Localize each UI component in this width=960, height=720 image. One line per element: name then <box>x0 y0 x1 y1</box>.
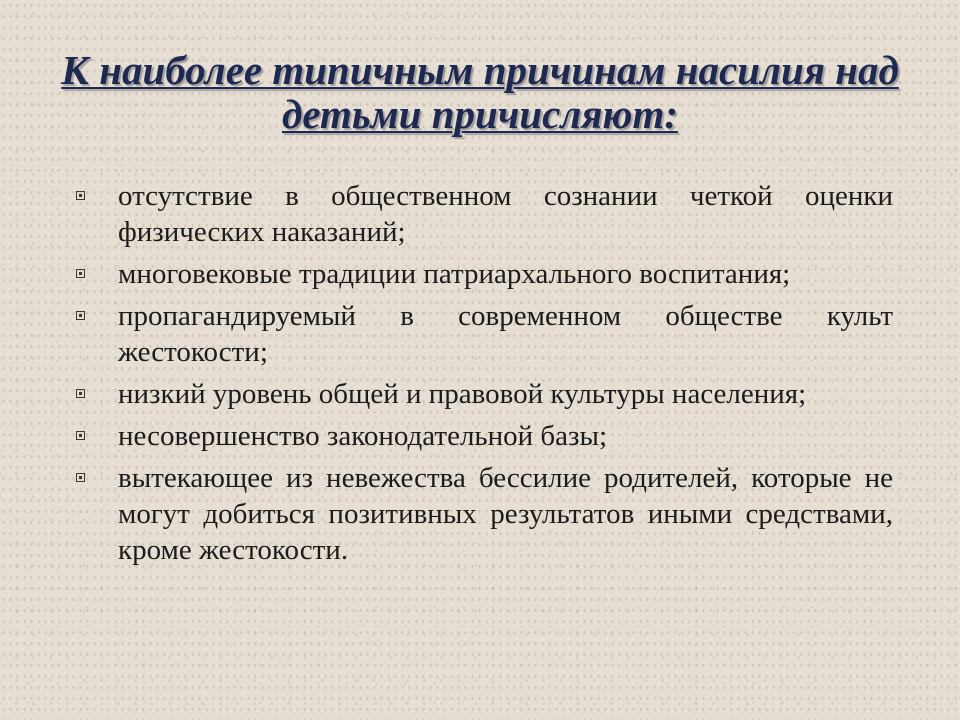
list-item-text: отсутствие в общественном сознании четкой оценки физических наказаний; <box>118 180 893 248</box>
list-item-text: низкий уровень общей и правовой культуры населения; <box>118 378 807 410</box>
square-bullet-icon <box>76 389 85 398</box>
list-item <box>118 256 893 292</box>
list-item-text: несовершенство законодательной базы; <box>118 420 608 452</box>
list-item <box>118 178 893 250</box>
list-item <box>118 376 893 412</box>
slide-title-line-2: детьми причисляют: <box>281 91 679 137</box>
slide-title <box>0 48 960 136</box>
square-bullet-icon <box>76 269 85 278</box>
list-item-text: пропагандируемый в современном обществе культ жестокости; <box>118 300 893 368</box>
slide-title-line-1: К наиболее типичным причинам насилия над <box>61 47 899 93</box>
square-bullet-icon <box>76 191 85 200</box>
square-bullet-icon <box>76 311 85 320</box>
list-item <box>118 418 893 454</box>
list-item <box>118 298 893 370</box>
bullet-list <box>118 178 893 574</box>
square-bullet-icon <box>76 473 85 482</box>
list-item-text: вытекающее из невежества бессилие родителей, которые не могут добиться позитивных результатов иными средствами, кроме жестокости. <box>118 462 893 566</box>
list-item <box>118 460 893 568</box>
list-item-text: многовековые традиции патриархального воспитания; <box>118 258 791 290</box>
square-bullet-icon <box>76 431 85 440</box>
